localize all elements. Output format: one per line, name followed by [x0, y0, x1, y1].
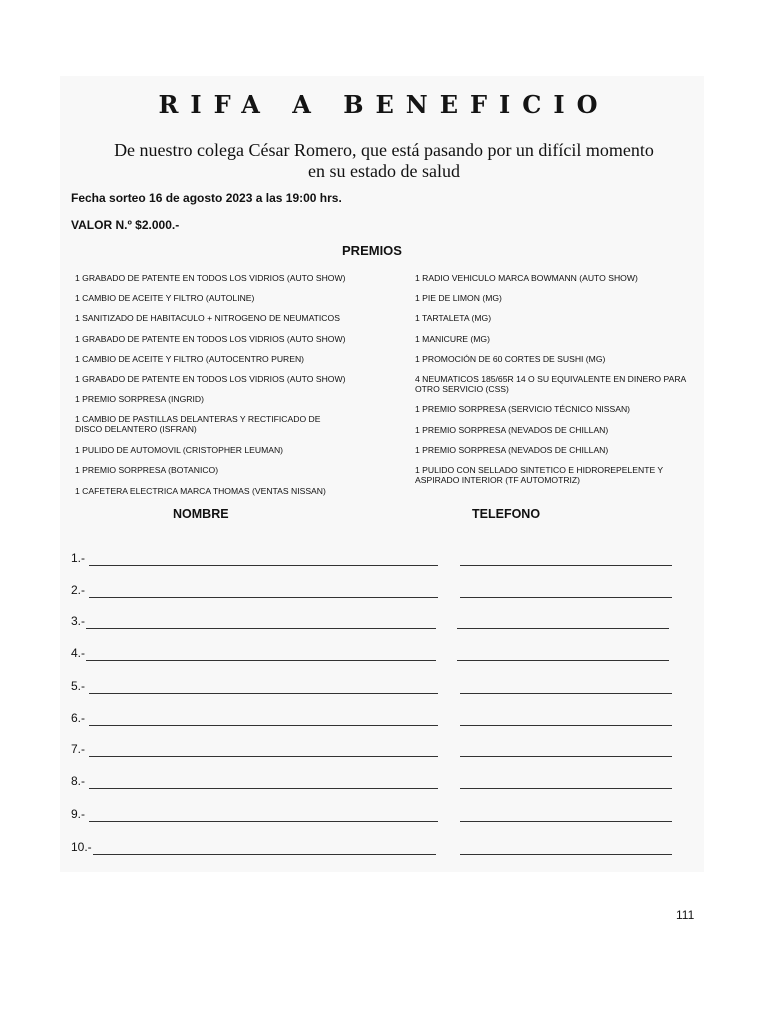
name-blank[interactable]: [89, 565, 438, 566]
name-blank[interactable]: [89, 725, 438, 726]
subtitle-line-1: De nuestro colega César Romero, que está pasando por un difícil momento: [114, 140, 654, 160]
entry-row-7: [0, 742, 768, 762]
entry-number: 10.-: [71, 840, 92, 854]
prize-item: 1 PREMIO SORPRESA (NEVADOS DE CHILLAN): [415, 445, 609, 455]
entry-number: 2.-: [71, 583, 86, 597]
entry-row-9: [0, 807, 768, 827]
entry-number: 3.-: [71, 614, 86, 628]
entry-number: 7.-: [71, 742, 86, 756]
entry-number: 8.-: [71, 774, 86, 788]
phone-blank[interactable]: [460, 854, 672, 855]
entry-number: 5.-: [71, 679, 86, 693]
prize-item: 1 PROMOCIÓN DE 60 CORTES DE SUSHI (MG): [415, 354, 606, 364]
entry-number: 9.-: [71, 807, 86, 821]
prize-item: 1 MANICURE (MG): [415, 334, 490, 344]
prize-item: 1 GRABADO DE PATENTE EN TODOS LOS VIDRIOS (AUTO SHOW): [75, 374, 346, 384]
subtitle-line-2: en su estado de salud: [308, 161, 460, 181]
entry-row-4: [0, 646, 768, 666]
prize-item: 1 PULIDO CON SELLADO SINTETICO E HIDROREPELENTE Y ASPIRADO INTERIOR (TF AUTOMOTRIZ): [415, 465, 664, 485]
ticket-price: VALOR N.º $2.000.-: [71, 218, 180, 232]
name-blank[interactable]: [86, 628, 436, 629]
entry-row-3: [0, 614, 768, 634]
phone-blank[interactable]: [457, 628, 669, 629]
prize-item: 1 GRABADO DE PATENTE EN TODOS LOS VIDRIOS (AUTO SHOW): [75, 334, 346, 344]
prize-item: 4 NEUMATICOS 185/65R 14 O SU EQUIVALENTE EN DINERO PARA OTRO SERVICIO (CSS): [415, 374, 686, 394]
draw-date: Fecha sorteo 16 de agosto 2023 a las 19:00 hrs.: [71, 191, 342, 205]
phone-blank[interactable]: [460, 756, 672, 757]
prize-item: 1 PREMIO SORPRESA (BOTANICO): [75, 465, 219, 475]
phone-blank[interactable]: [460, 788, 672, 789]
prize-item: 1 CAMBIO DE ACEITE Y FILTRO (AUTOCENTRO PUREN): [75, 354, 305, 364]
entry-row-6: [0, 711, 768, 731]
page-number: 111: [676, 908, 695, 922]
phone-blank[interactable]: [460, 597, 672, 598]
entry-row-8: [0, 774, 768, 794]
prize-item: 1 GRABADO DE PATENTE EN TODOS LOS VIDRIOS (AUTO SHOW): [75, 273, 346, 283]
entry-row-1: [0, 551, 768, 571]
prize-item: 1 PIE DE LIMON (MG): [415, 293, 502, 303]
prize-item: 1 CAMBIO DE ACEITE Y FILTRO (AUTOLINE): [75, 293, 255, 303]
entry-row-5: [0, 679, 768, 699]
name-blank[interactable]: [86, 660, 436, 661]
prize-item: 1 PULIDO DE AUTOMOVIL (CRISTOPHER LEUMAN): [75, 445, 284, 455]
entry-row-2: [0, 583, 768, 603]
name-blank[interactable]: [89, 788, 438, 789]
phone-blank[interactable]: [460, 725, 672, 726]
entry-number: 1.-: [71, 551, 86, 565]
name-blank[interactable]: [89, 821, 438, 822]
prize-item: 1 TARTALETA (MG): [415, 313, 492, 323]
prize-item: 1 RADIO VEHICULO MARCA BOWMANN (AUTO SHOW): [415, 273, 638, 283]
prizes-heading: PREMIOS: [342, 243, 402, 258]
name-blank[interactable]: [89, 597, 438, 598]
prize-item: 1 CAFETERA ELECTRICA MARCA THOMAS (VENTAS NISSAN): [75, 486, 326, 496]
prize-item: 1 CAMBIO DE PASTILLAS DELANTERAS Y RECTIFICADO DE DISCO DELANTERO (ISFRAN): [75, 414, 321, 434]
phone-blank[interactable]: [460, 565, 672, 566]
entry-number: 4.-: [71, 646, 86, 660]
prize-item: 1 PREMIO SORPRESA (NEVADOS DE CHILLAN): [415, 425, 609, 435]
phone-blank[interactable]: [460, 693, 672, 694]
phone-blank[interactable]: [457, 660, 669, 661]
entry-row-10: [0, 840, 768, 860]
phone-column-header: TELEFONO: [472, 507, 541, 521]
document-title: RIFA A BENEFICIO: [158, 90, 610, 119]
document-subtitle: [0, 140, 768, 182]
name-blank[interactable]: [89, 756, 438, 757]
name-blank[interactable]: [93, 854, 436, 855]
prize-item: 1 SANITIZADO DE HABITACULO + NITROGENO DE NEUMATICOS: [75, 313, 340, 323]
phone-blank[interactable]: [460, 821, 672, 822]
prize-item: 1 PREMIO SORPRESA (SERVICIO TÉCNICO NISSAN): [415, 404, 631, 414]
prize-item: 1 PREMIO SORPRESA (INGRID): [75, 394, 204, 404]
name-column-header: NOMBRE: [173, 507, 229, 521]
entry-number: 6.-: [71, 711, 86, 725]
name-blank[interactable]: [89, 693, 438, 694]
